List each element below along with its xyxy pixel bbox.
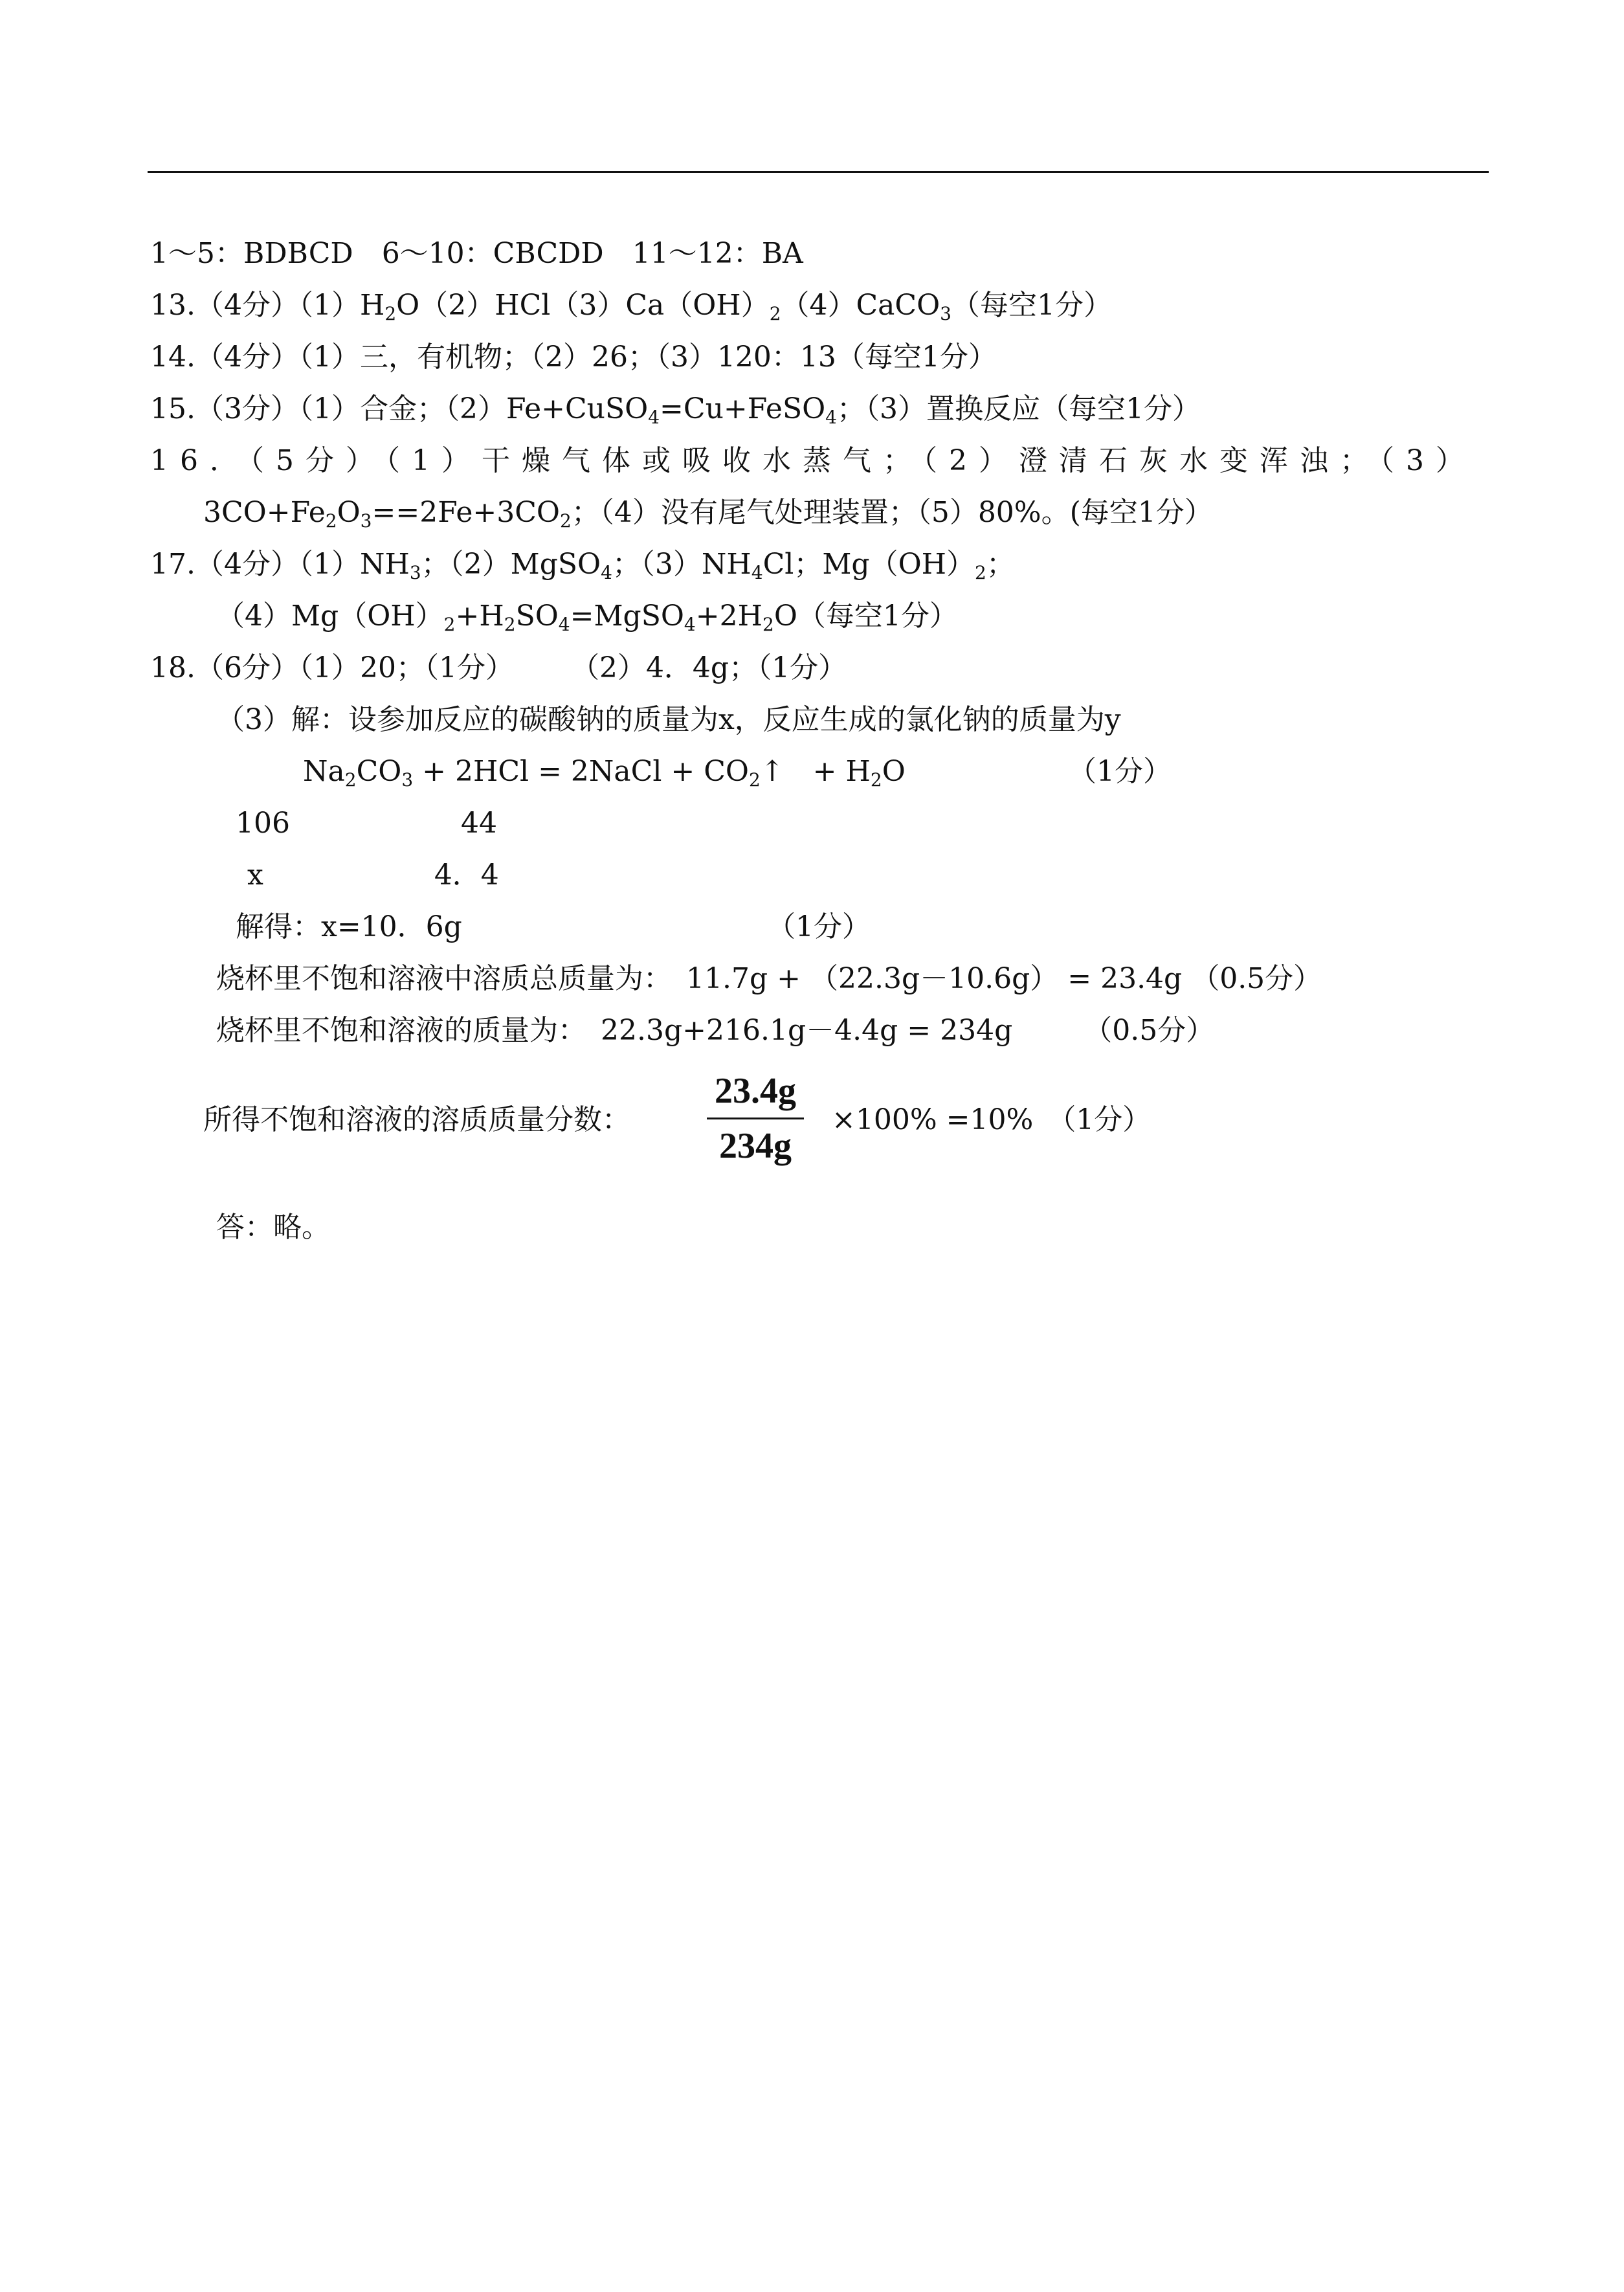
- fraction-numerator: 23.4g: [715, 1071, 796, 1111]
- fraction-label: 所得不饱和溶液的溶质质量分数：: [203, 1103, 630, 1136]
- mc-answers: 1～5：BDBCD 6～10：CBCDD 11～12：BA: [150, 237, 803, 270]
- fraction-denominator: 234g: [719, 1126, 792, 1166]
- header-rule: [148, 171, 1489, 173]
- ratio-bottom: x 4．4: [247, 859, 499, 892]
- solve-score: （1分）: [767, 910, 871, 943]
- ratio-top: 106 44: [236, 807, 497, 840]
- q14-answer: 14.（4分）（1）三，有机物；（2）26；（3）120：13（每空1分）: [150, 341, 997, 374]
- fraction-bar: [707, 1118, 804, 1119]
- q18-answer-line1: 18.（6分）（1）20；（1分） （2）4．4g；（1分）: [150, 651, 847, 684]
- q13-answer: 13.（4分）$(1)H_2O(2)HCl(3)Ca(OH)_2(4)CaCO_3$（每空1分）: [150, 289, 1112, 324]
- reaction-equation: $Na_2CO_3 + 2HCl$ = 2NaCl + $CO_2↑$ + $H_2O$: [303, 755, 906, 791]
- q16-answer-line2: $3CO+Fe_2O_3==2Fe+3CO_2$；（4）没有尾气处理装置；（5）80%。(每空1分）: [203, 496, 1213, 532]
- q16-answer-line1: 16．（5分）（1）干燥气体或吸收水蒸气；（2）澄清石灰水变浑浊；（3）: [150, 444, 1476, 477]
- q17-answer-line1: 17.（4分）$(1)NH_3$；（2）MgSO$_4$；$(3)NH_4Cl$；$Mg(OH)_2$；: [150, 548, 1015, 583]
- solute-mass-line: 烧杯里不饱和溶液中溶质总质量为： 11.7g + （22.3g－10.6g） = 23.4g （0.5分）: [216, 962, 1322, 995]
- q15-answer: 15.（3分）（1）合金；（2）Fe+CuSO$_4$=Cu+FeSO$_4$；（3）置换反应（每空1分）: [150, 392, 1201, 428]
- q18-solution-intro: （3）解：设参加反应的碳酸钠的质量为x，反应生成的氯化钠的质量为y: [216, 703, 1121, 736]
- closing-answer: 答：略。: [216, 1211, 330, 1244]
- equation-score: （1分）: [1068, 755, 1172, 788]
- fraction-result: ×100% =10% （1分）: [832, 1103, 1151, 1136]
- solution-mass-line: 烧杯里不饱和溶液的质量为： 22.3g+216.1g－4.4g = 234g （0.5分）: [216, 1014, 1215, 1047]
- solve-result: 解得：x=10．6g: [236, 910, 462, 943]
- mass-fraction: [707, 1068, 804, 1169]
- q17-answer-line2: $(4)Mg(OH)_2+H_2SO_4=MgSO_4+2H_2O$（每空1分）: [216, 600, 958, 635]
